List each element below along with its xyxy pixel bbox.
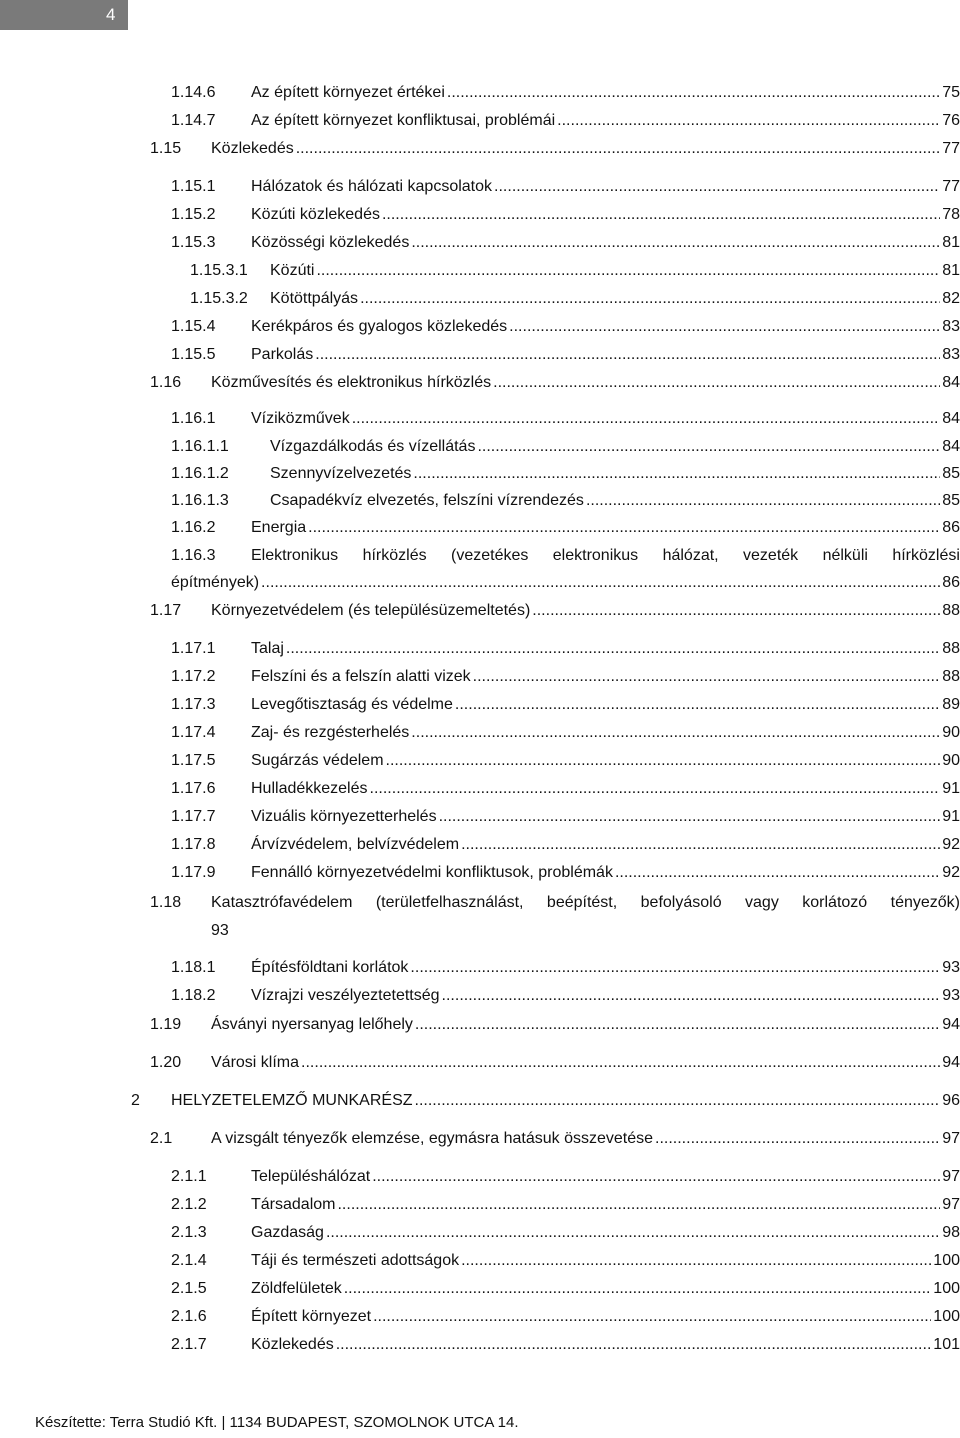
dot-leader	[455, 694, 940, 716]
entry-page: 86	[942, 519, 960, 536]
entry-page: 84	[942, 438, 960, 455]
entry-page: 90	[942, 724, 960, 741]
toc-entry-continuation[interactable]	[171, 572, 960, 594]
toc-entry[interactable]	[171, 82, 960, 104]
entry-title: Energia	[251, 519, 307, 536]
entry-title: Víziközművek	[251, 410, 350, 427]
entry-page: 89	[942, 696, 960, 713]
toc-entry-continuation[interactable]	[211, 920, 960, 942]
dot-leader	[296, 138, 940, 160]
toc-entry[interactable]	[171, 694, 960, 716]
dot-leader	[336, 1334, 932, 1356]
entry-page: 91	[942, 808, 960, 825]
entry-page: 75	[942, 84, 960, 101]
entry-title-word: (területfelhasználást,	[375, 894, 524, 911]
entry-number: 1.17.4	[171, 724, 216, 741]
entry-page: 78	[942, 206, 960, 223]
dot-leader	[326, 1222, 940, 1244]
entry-page: 88	[942, 640, 960, 657]
entry-title: Közösségi közlekedés	[251, 234, 410, 251]
dot-leader	[382, 204, 940, 226]
toc-entry[interactable]	[171, 638, 960, 660]
entry-number: 2.1.2	[171, 1196, 207, 1213]
entry-title: 93	[211, 922, 229, 939]
entry-number: 1.16.1.3	[171, 492, 229, 509]
toc-entry[interactable]	[190, 288, 960, 310]
entry-page: 98	[942, 1224, 960, 1241]
entry-number: 1.14.7	[171, 112, 216, 129]
entry-title-word: vagy	[745, 894, 779, 911]
entry-number: 1.19	[150, 1016, 182, 1033]
dot-leader	[413, 463, 940, 485]
dot-leader	[370, 778, 941, 800]
toc-entry[interactable]	[171, 957, 960, 979]
entry-title: Zöldfelületek	[251, 1280, 342, 1297]
entry-title: Fennálló környezetvédelmi konfliktusok, problémák	[251, 864, 613, 881]
toc-entry[interactable]	[171, 666, 960, 688]
dot-leader	[261, 572, 940, 594]
entry-title: Közúti	[270, 262, 315, 279]
entry-page: 77	[942, 178, 960, 195]
toc-entry[interactable]	[171, 862, 960, 884]
entry-number: 1.17.8	[171, 836, 216, 853]
entry-number: 2.1.7	[171, 1336, 207, 1353]
entry-title: Társadalom	[251, 1196, 336, 1213]
dot-leader	[386, 750, 941, 772]
entry-title: Az épített környezet konfliktusai, problémái	[251, 112, 556, 129]
entry-number: 1.16	[150, 374, 182, 391]
dot-leader	[447, 82, 940, 104]
entry-title: Hulladékkezelés	[251, 780, 368, 797]
entry-title-word: korlátozó	[802, 894, 868, 911]
entry-number: 2.1.6	[171, 1308, 207, 1325]
toc-entry[interactable]	[171, 463, 960, 485]
dot-leader	[410, 957, 940, 979]
dot-leader	[352, 408, 941, 430]
entry-page: 90	[942, 752, 960, 769]
toc-entry[interactable]	[150, 138, 960, 160]
entry-page: 97	[942, 1168, 960, 1185]
footer: Készítette: Terra Studió Kft. | 1134 BUDAPEST, SZOMOLNOK UTCA 14.	[35, 1414, 519, 1431]
entry-number: 1.18	[150, 894, 182, 911]
toc-entry[interactable]	[171, 517, 960, 539]
toc-entry[interactable]	[150, 1128, 960, 1150]
dot-leader	[301, 1052, 940, 1074]
dot-leader	[586, 490, 940, 512]
entry-number: 1.17.9	[171, 864, 216, 881]
dot-leader	[337, 1194, 940, 1216]
entry-number: 1.14.6	[171, 84, 216, 101]
entry-title-word: tényezők)	[890, 894, 960, 911]
entry-page: 101	[933, 1336, 960, 1353]
entry-title: Közúti közlekedés	[251, 206, 380, 223]
entry-title: Szennyvízelvezetés	[270, 465, 412, 482]
dot-leader	[415, 1090, 941, 1112]
entry-page: 86	[942, 574, 960, 591]
entry-number: 1.15.3	[171, 234, 216, 251]
entry-title: Levegőtisztaság és védelme	[251, 696, 453, 713]
entry-page: 100	[933, 1252, 960, 1269]
entry-number: 1.17.7	[171, 808, 216, 825]
dot-leader	[557, 110, 940, 132]
toc-entry[interactable]	[150, 600, 960, 622]
entry-page: 92	[942, 864, 960, 881]
entry-page: 93	[942, 959, 960, 976]
toc-entry[interactable]	[171, 1278, 960, 1300]
dot-leader	[494, 176, 940, 198]
entry-number: 1.16.2	[171, 519, 216, 536]
entry-title: HELYZETELEMZŐ MUNKARÉSZ	[171, 1092, 413, 1109]
entry-page: 85	[942, 465, 960, 482]
entry-number: 1.17.5	[171, 752, 216, 769]
entry-page: 94	[942, 1016, 960, 1033]
dot-leader	[615, 862, 940, 884]
entry-number: 1.17.3	[171, 696, 216, 713]
dot-leader	[415, 1014, 940, 1036]
entry-number: 1.20	[150, 1054, 182, 1071]
entry-number: 2	[131, 1092, 140, 1109]
entry-number: 2.1.3	[171, 1224, 207, 1241]
toc-entry[interactable]	[190, 260, 960, 282]
entry-title: Gazdaság	[251, 1224, 324, 1241]
entry-number: 1.15.4	[171, 318, 216, 335]
entry-number: 2.1.5	[171, 1280, 207, 1297]
entry-title: Épített környezet	[251, 1308, 372, 1325]
dot-leader	[461, 834, 940, 856]
entry-page: 82	[942, 290, 960, 307]
entry-page: 100	[933, 1280, 960, 1297]
entry-number: 2.1	[150, 1130, 173, 1147]
toc-entry[interactable]	[171, 1250, 960, 1272]
toc-entry[interactable]	[171, 344, 960, 366]
toc-entry[interactable]	[171, 232, 960, 254]
entry-number: 1.18.2	[171, 987, 216, 1004]
entry-title-word: (vezetékes	[451, 547, 529, 564]
entry-page: 94	[942, 1054, 960, 1071]
toc-entry[interactable]	[171, 985, 960, 1007]
entry-number: 1.17.1	[171, 640, 216, 657]
entry-title: Közlekedés	[251, 1336, 334, 1353]
entry-number: 1.15.3.1	[190, 262, 248, 279]
entry-number: 1.16.1.1	[171, 438, 229, 455]
entry-page: 97	[942, 1196, 960, 1213]
entry-number: 2.1.4	[171, 1252, 207, 1269]
entry-page: 91	[942, 780, 960, 797]
entry-number: 1.16.1.2	[171, 465, 229, 482]
toc-entry[interactable]	[171, 176, 960, 198]
entry-number: 1.17.2	[171, 668, 216, 685]
entry-title: A vizsgált tényezők elemzése, egymásra hatásuk összevetése	[211, 1130, 653, 1147]
entry-title: Ásványi nyersanyag lelőhely	[211, 1016, 413, 1033]
entry-title: Vízgazdálkodás és vízellátás	[270, 438, 476, 455]
entry-title: Vízrajzi veszélyeztetettség	[251, 987, 440, 1004]
entry-title-word: Katasztrófavédelem	[211, 894, 353, 911]
toc-entry[interactable]	[171, 806, 960, 828]
entry-title: Zaj- és rezgésterhelés	[251, 724, 410, 741]
entry-number: 1.15	[150, 140, 182, 157]
entry-title: Az épített környezet értékei	[251, 84, 445, 101]
toc-entry[interactable]	[171, 778, 960, 800]
toc-entry[interactable]	[171, 490, 960, 512]
entry-number: 1.16.3	[171, 547, 216, 564]
entry-page: 88	[942, 668, 960, 685]
dot-leader	[477, 436, 940, 458]
dot-leader	[509, 316, 940, 338]
dot-leader	[360, 288, 940, 310]
toc-entry[interactable]	[171, 722, 960, 744]
entry-number: 1.18.1	[171, 959, 216, 976]
entry-page: 81	[942, 234, 960, 251]
entry-number: 1.17.6	[171, 780, 216, 797]
dot-leader	[411, 722, 940, 744]
entry-page: 85	[942, 492, 960, 509]
toc-entry[interactable]	[171, 436, 960, 458]
entry-page: 83	[942, 346, 960, 363]
toc-entry[interactable]	[150, 1014, 960, 1036]
entry-title-word: nélküli	[822, 547, 868, 564]
entry-page: 100	[933, 1308, 960, 1325]
entry-title-word: Elektronikus	[251, 547, 339, 564]
toc-entry[interactable]	[171, 316, 960, 338]
entry-title: Sugárzás védelem	[251, 752, 384, 769]
toc-entry[interactable]	[150, 372, 960, 394]
entry-page: 84	[942, 410, 960, 427]
toc-entry[interactable]	[171, 110, 960, 132]
entry-page: 93	[942, 987, 960, 1004]
entry-title: Vizuális környezetterhelés	[251, 808, 437, 825]
dot-leader	[461, 1250, 931, 1272]
entry-number: 1.15.5	[171, 346, 216, 363]
entry-title: Építésföldtani korlátok	[251, 959, 409, 976]
entry-number: 1.15.3.2	[190, 290, 248, 307]
entry-title: Talaj	[251, 640, 284, 657]
entry-title-word: hírközlés	[362, 547, 427, 564]
dot-leader	[439, 806, 941, 828]
dot-leader	[473, 666, 941, 688]
dot-leader	[315, 344, 940, 366]
page-number: 4	[106, 5, 116, 24]
entry-title: Hálózatok és hálózati kapcsolatok	[251, 178, 493, 195]
toc-entry[interactable]	[171, 204, 960, 226]
dot-leader	[442, 985, 941, 1007]
dot-leader	[493, 372, 940, 394]
entry-title: építmények)	[171, 574, 260, 591]
entry-title-word: befolyásoló	[640, 894, 722, 911]
entry-title: Csapadékvíz elvezetés, felszíni vízrendezés	[270, 492, 584, 509]
entry-number: 1.15.1	[171, 178, 216, 195]
entry-page: 96	[942, 1092, 960, 1109]
entry-number: 1.17	[150, 602, 182, 619]
entry-title-line	[251, 545, 960, 567]
toc-entry[interactable]	[171, 1166, 960, 1188]
entry-title: Kerékpáros és gyalogos közlekedés	[251, 318, 508, 335]
entry-title-word: vezeték	[743, 547, 799, 564]
entry-number: 1.16.1	[171, 410, 216, 427]
entry-page: 88	[942, 602, 960, 619]
entry-title-line	[211, 892, 960, 914]
dot-leader	[372, 1166, 940, 1188]
entry-title: Árvízvédelem, belvízvédelem	[251, 836, 460, 853]
entry-page: 81	[942, 262, 960, 279]
dot-leader	[344, 1278, 932, 1300]
entry-title-word: hálózat,	[662, 547, 719, 564]
dot-leader	[308, 517, 940, 539]
toc-entry[interactable]	[131, 1090, 960, 1112]
entry-number: 1.15.2	[171, 206, 216, 223]
entry-title: Parkolás	[251, 346, 314, 363]
toc-entry[interactable]	[171, 1194, 960, 1216]
entry-title: Közlekedés	[211, 140, 294, 157]
entry-title: Táji és természeti adottságok	[251, 1252, 460, 1269]
dot-leader	[373, 1306, 931, 1328]
entry-number: 2.1.1	[171, 1168, 207, 1185]
entry-page: 92	[942, 836, 960, 853]
entry-page: 83	[942, 318, 960, 335]
dot-leader	[411, 232, 940, 254]
toc-entry[interactable]	[171, 1306, 960, 1328]
entry-title: Közművesítés és elektronikus hírközlés	[211, 374, 492, 391]
entry-page: 84	[942, 374, 960, 391]
toc-entry[interactable]	[171, 1334, 960, 1356]
entry-page: 77	[942, 140, 960, 157]
dot-leader	[532, 600, 940, 622]
entry-title-word: elektronikus	[552, 547, 639, 564]
entry-page: 76	[942, 112, 960, 129]
dot-leader	[316, 260, 940, 282]
toc-entry[interactable]	[171, 750, 960, 772]
entry-title: Környezetvédelem (és településüzemeltetés)	[211, 602, 531, 619]
toc-entry[interactable]	[171, 834, 960, 856]
entry-title: Kötöttpályás	[270, 290, 359, 307]
entry-title-word: hírközlési	[892, 547, 960, 564]
entry-title-word: beépítést,	[546, 894, 618, 911]
toc-entry[interactable]	[171, 1222, 960, 1244]
toc-entry[interactable]	[150, 1052, 960, 1074]
entry-title: Felszíni és a felszín alatti vizek	[251, 668, 471, 685]
entry-page: 97	[942, 1130, 960, 1147]
entry-title: Városi klíma	[211, 1054, 300, 1071]
dot-leader	[286, 638, 940, 660]
entry-title: Településhálózat	[251, 1168, 371, 1185]
toc-entry[interactable]	[171, 408, 960, 430]
dot-leader	[655, 1128, 940, 1150]
